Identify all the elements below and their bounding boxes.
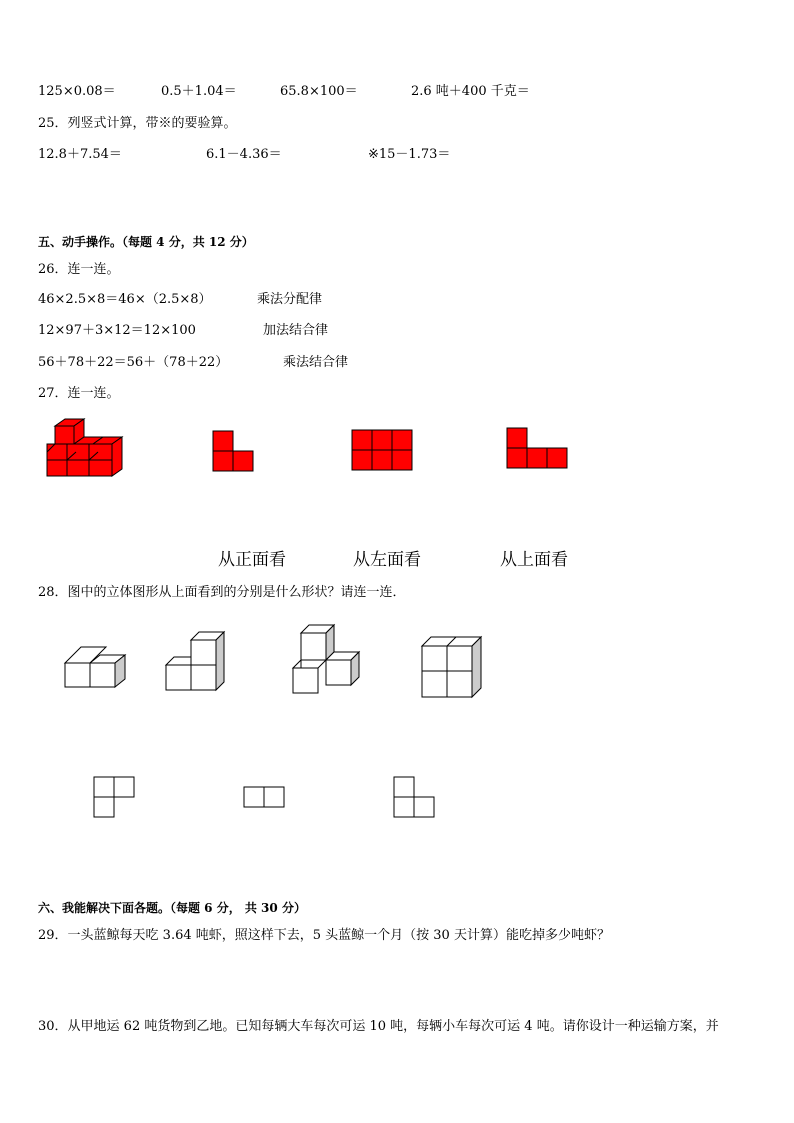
q26-law-3: 乘法结合律 (283, 355, 349, 370)
q28-top-view-shape-3 (394, 777, 434, 817)
q25-expr-1: 12.8＋7.54＝ (38, 147, 122, 162)
q26-expr-1: 46×2.5×8＝46×（2.5×8） (38, 292, 212, 307)
q28-solid-2 (166, 632, 224, 690)
q25-expr-3: ※15－1.73＝ (368, 147, 451, 162)
section5-heading: 五、动手操作。（每题 4 分，共 12 分） (38, 235, 254, 249)
q27-view-label-top: 从上面看 (500, 550, 568, 570)
q25-title: 25．列竖式计算，带※的要验算。 (38, 116, 237, 131)
q28-solid-3 (293, 625, 359, 693)
q26-law-2: 加法结合律 (263, 323, 329, 338)
q27-view-label-left: 从左面看 (353, 550, 421, 570)
q27-red-solid (47, 419, 122, 476)
q28-top-view-shape-2 (244, 787, 284, 807)
q28-solid-4 (422, 637, 481, 697)
q26-title: 26．连一连。 (38, 262, 120, 277)
q30-text: 30．从甲地运 62 吨货物到乙地。已知每辆大车每次可运 10 吨，每辆小车每次可运 4 吨。请你设计一种运输方案，并 (38, 1019, 719, 1034)
q27-view-shape-2 (352, 430, 412, 470)
q29-text: 29．一头蓝鲸每天吃 3.64 吨虾，照这样下去，5 头蓝鲸一个月（按 30 天计算）能吃掉多少吨虾？ (38, 928, 610, 943)
q28-top-view-shape-1 (94, 777, 134, 817)
q26-expr-2: 12×97＋3×12＝12×100 (38, 323, 196, 338)
q28-title: 28．图中的立体图形从上面看到的分别是什么形状？请连一连． (38, 585, 406, 600)
section6-heading: 六、我能解决下面各题。（每题 6 分， 共 30 分） (38, 901, 306, 915)
q27-view-shape-1 (213, 431, 253, 471)
q28-solid-1 (65, 647, 125, 687)
expr-ton-kg: 2.6 吨＋400 千克＝ (411, 84, 530, 99)
q27-view-shape-3 (507, 428, 567, 468)
q27-title: 27．连一连。 (38, 386, 120, 401)
expr-0.5plus1.04: 0.5＋1.04＝ (161, 84, 237, 99)
q26-law-1: 乘法分配律 (257, 292, 323, 307)
expr-125x0.08: 125×0.08＝ (38, 84, 116, 99)
expr-65.8x100: 65.8×100＝ (280, 84, 358, 99)
q27-view-label-front: 从正面看 (218, 550, 286, 570)
q26-expr-3: 56＋78＋22＝56＋（78＋22） (38, 355, 229, 370)
q25-expr-2: 6.1－4.36＝ (206, 147, 282, 162)
